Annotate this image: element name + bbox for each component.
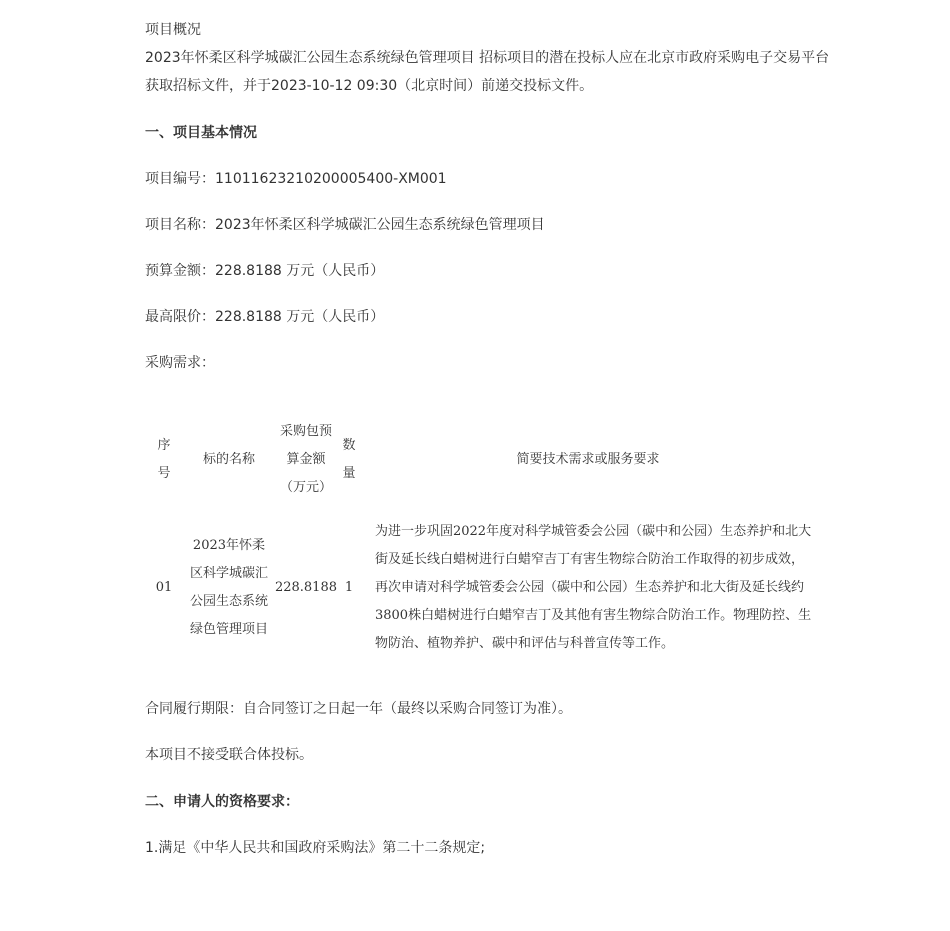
consortium-note: 本项目不接受联合体投标。 (145, 747, 313, 763)
header-qty: 数量 (342, 438, 356, 481)
requirements-table (145, 405, 815, 661)
header-no: 序号 (157, 438, 171, 481)
table-row (145, 515, 815, 661)
section-qualification-heading: 二、申请人的资格要求： (145, 794, 299, 810)
header-name: 标的名称 (202, 452, 255, 467)
qualification-item-1: 1.满足《中华人民共和国政府采购法》第二十二条规定; (145, 840, 486, 856)
section-basic-info-heading: 一、项目基本情况 (145, 125, 257, 141)
project-number: 项目编号：11011623210200005400-XM001 (145, 171, 447, 187)
row-amount: 228.8188 (274, 580, 337, 595)
contract-period: 合同履行期限：自合同签订之日起一年（最终以采购合同签订为准）。 (145, 701, 572, 717)
row-no: 01 (155, 580, 173, 595)
project-name: 项目名称：2023年怀柔区科学城碳汇公园生态系统绿色管理项目 (145, 217, 545, 233)
row-desc: 为进一步巩固2022年度对科学城管委会公园（碳中和公园）生态养护和北大街及延长线白蜡树进行白蜡窄吉丁有害生物综合防治工作取得的初步成效，再次申请对科学城管委会公园（碳中和公园）生态养护和北大街及延长线约3800株白蜡树进行白蜡窄吉丁及其他有害生物综合防治工作。物理防控、生物防治、植物养护、碳中和评估与科普宣传等工作。 (374, 524, 812, 651)
row-name: 2023年怀柔区科学城碳汇公园生态系统绿色管理项目 (189, 538, 268, 637)
requirements-label: 采购需求： (145, 355, 215, 371)
header-amount: 采购包预算金额 （万元） (279, 424, 332, 495)
overview-text: 2023年怀柔区科学城碳汇公园生态系统绿色管理项目 招标项目的潜在投标人应在北京市政府采购电子交易平台获取招标文件，并于2023-10-12 09:30（北京时间）前递交投标文件。 (145, 50, 830, 94)
budget-amount: 预算金额：228.8188 万元（人民币） (145, 263, 385, 279)
announcement-content (145, 16, 835, 862)
table-header-row (145, 405, 815, 515)
header-desc: 简要技术需求或服务要求 (516, 452, 660, 467)
row-qty: 1 (344, 580, 354, 595)
header-amount-unit: （万元） (279, 480, 332, 495)
max-price: 最高限价：228.8188 万元（人民币） (145, 309, 385, 325)
overview-title: 项目概况 (145, 22, 201, 38)
